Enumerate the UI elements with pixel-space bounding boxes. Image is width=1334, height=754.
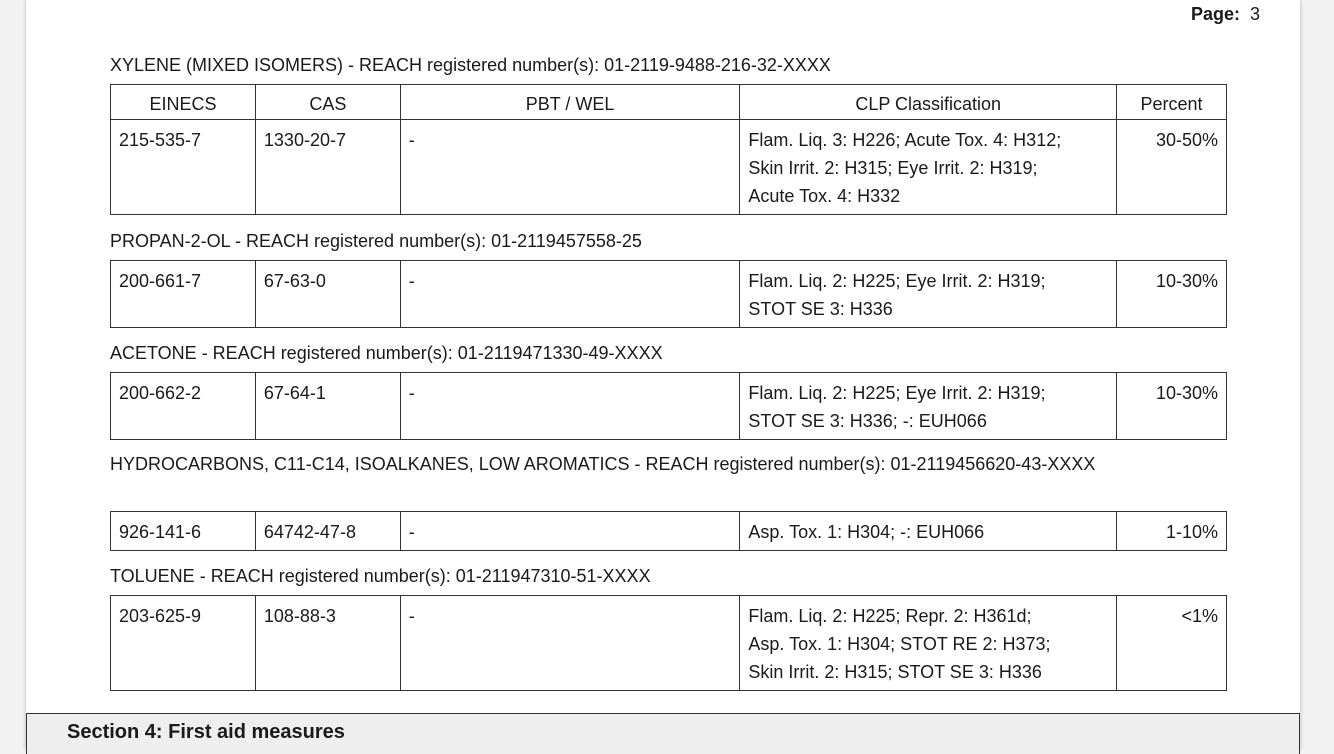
table-row [111,261,1227,328]
cell-clp [740,120,1117,215]
cell-pbt: - [400,120,740,215]
table-row [111,120,1227,215]
cell-cas: 64742-47-8 [255,512,400,551]
page-number: Page: 3 [1190,4,1260,24]
cell-percent: 1-10% [1117,512,1227,551]
cell-percent: 10-30% [1117,373,1227,440]
clp-line: STOT SE 3: H336 [748,299,893,319]
header-pbt-wel: PBT / WEL [400,85,740,120]
cell-einecs: 200-661-7 [111,261,256,328]
clp-line: Flam. Liq. 3: H226; Acute Tox. 4: H312; [748,130,1062,150]
component-table-acetone [110,372,1227,440]
component-table-toluene [110,595,1227,691]
component-table-hydrocarbons [110,511,1227,551]
section-header-first-aid [26,713,1300,754]
cell-einecs: 926-141-6 [111,512,256,551]
cell-pbt: - [400,373,740,440]
cell-cas: 67-63-0 [255,261,400,328]
cell-pbt: - [400,261,740,328]
clp-line: Flam. Liq. 2: H225; Repr. 2: H361d; [748,606,1032,626]
cell-pbt: - [400,596,740,691]
cell-cas: 67-64-1 [255,373,400,440]
cell-clp [740,596,1117,691]
cell-clp [740,512,1117,551]
clp-line: Acute Tox. 4: H332 [748,186,901,206]
clp-line: Skin Irrit. 2: H315; STOT SE 3: H336 [748,662,1042,682]
header-cas: CAS [255,85,400,120]
component-heading-xylene: XYLENE (MIXED ISOMERS) - REACH registered number(s): 01-2119-9488-216-32-XXXX [110,55,831,75]
component-table-xylene [110,84,1227,215]
clp-line: Flam. Liq. 2: H225; Eye Irrit. 2: H319; [748,383,1046,403]
cell-einecs: 215-535-7 [111,120,256,215]
header-clp: CLP Classification [740,85,1117,120]
table-row [111,373,1227,440]
clp-line: Asp. Tox. 1: H304; -: EUH066 [748,522,985,542]
component-heading-acetone: ACETONE - REACH registered number(s): 01-2119471330-49-XXXX [110,343,663,363]
cell-clp [740,261,1117,328]
header-einecs: EINECS [111,85,256,120]
cell-percent: 30-50% [1117,120,1227,215]
section-title: Section 4: First aid measures [67,721,345,743]
clp-line: STOT SE 3: H336; -: EUH066 [748,411,987,431]
header-percent: Percent [1117,85,1227,120]
component-table-propan-2-ol [110,260,1227,328]
table-row [111,596,1227,691]
clp-line: Skin Irrit. 2: H315; Eye Irrit. 2: H319; [748,158,1038,178]
component-heading-toluene: TOLUENE - REACH registered number(s): 01-211947310-51-XXXX [110,566,651,586]
document-page [26,0,1300,750]
component-heading-propan-2-ol: PROPAN-2-OL - REACH registered number(s): 01-2119457558-25 [110,231,642,251]
cell-percent: 10-30% [1117,261,1227,328]
table-row [111,512,1227,551]
cell-einecs: 200-662-2 [111,373,256,440]
component-heading-hydrocarbons: HYDROCARBONS, C11-C14, ISOALKANES, LOW AROMATICS - REACH registered number(s): 01-2119456620-43-XXXX [110,454,1096,474]
cell-pbt: - [400,512,740,551]
clp-line: Asp. Tox. 1: H304; STOT RE 2: H373; [748,634,1051,654]
cell-clp [740,373,1117,440]
cell-percent: <1% [1117,596,1227,691]
table-header-row [111,85,1227,120]
cell-cas: 108-88-3 [255,596,400,691]
cell-cas: 1330-20-7 [255,120,400,215]
clp-line: Flam. Liq. 2: H225; Eye Irrit. 2: H319; [748,271,1046,291]
cell-einecs: 203-625-9 [111,596,256,691]
